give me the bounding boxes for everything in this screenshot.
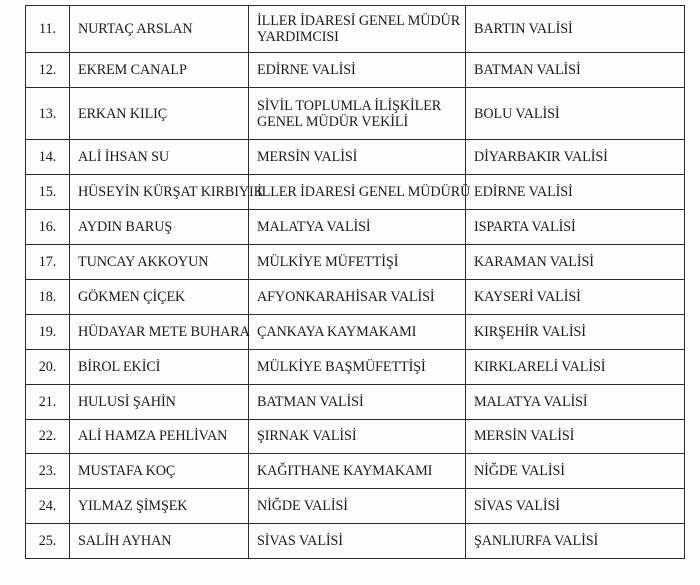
new-position: EDİRNE VALİSİ — [466, 175, 685, 210]
person-name: ERKAN KILIÇ — [70, 88, 249, 140]
table-row — [26, 88, 685, 140]
current-position: MÜLKİYE BAŞMÜFETTİŞİ — [249, 349, 466, 384]
current-position: EDİRNE VALİSİ — [249, 53, 466, 88]
table-row — [26, 210, 685, 245]
table-row — [26, 140, 685, 175]
person-name: GÖKMEN ÇİÇEK — [70, 280, 249, 315]
person-name: TUNCAY AKKOYUN — [70, 245, 249, 280]
row-number: 12. — [26, 53, 70, 88]
row-number: 19. — [26, 314, 70, 349]
new-position: KARAMAN VALİSİ — [466, 245, 685, 280]
row-number: 14. — [26, 140, 70, 175]
current-position: AFYONKARAHİSAR VALİSİ — [249, 280, 466, 315]
current-position: BATMAN VALİSİ — [249, 384, 466, 419]
table-row — [26, 524, 685, 559]
row-number: 18. — [26, 280, 70, 315]
row-number: 23. — [26, 454, 70, 489]
new-position: MERSİN VALİSİ — [466, 419, 685, 454]
person-name: HULUSİ ŞAHİN — [70, 384, 249, 419]
person-name: NURTAÇ ARSLAN — [70, 6, 249, 53]
person-name: MUSTAFA KOÇ — [70, 454, 249, 489]
appointments-table — [25, 5, 685, 559]
row-number: 11. — [26, 6, 70, 53]
current-position: KAĞITHANE KAYMAKAMI — [249, 454, 466, 489]
current-position: MERSİN VALİSİ — [249, 140, 466, 175]
current-position: NİĞDE VALİSİ — [249, 489, 466, 524]
new-position: BATMAN VALİSİ — [466, 53, 685, 88]
new-position: ISPARTA VALİSİ — [466, 210, 685, 245]
person-name: ALİ HAMZA PEHLİVAN — [70, 419, 249, 454]
new-position: ŞANLIURFA VALİSİ — [466, 524, 685, 559]
row-number: 13. — [26, 88, 70, 140]
person-name: ALİ İHSAN SU — [70, 140, 249, 175]
new-position: SİVAS VALİSİ — [466, 489, 685, 524]
person-name: AYDIN BARUŞ — [70, 210, 249, 245]
person-name: HÜSEYİN KÜRŞAT KIRBIYIK — [70, 175, 249, 210]
row-number: 22. — [26, 419, 70, 454]
new-position: KIRŞEHİR VALİSİ — [466, 314, 685, 349]
person-name: YILMAZ ŞİMŞEK — [70, 489, 249, 524]
row-number: 25. — [26, 524, 70, 559]
current-position: İLLER İDARESİ GENEL MÜDÜR YARDIMCISI — [249, 6, 466, 53]
table-row — [26, 349, 685, 384]
table-row — [26, 489, 685, 524]
current-position: ÇANKAYA KAYMAKAMI — [249, 314, 466, 349]
row-number: 15. — [26, 175, 70, 210]
table-row — [26, 314, 685, 349]
table-row — [26, 53, 685, 88]
person-name: BİROL EKİCİ — [70, 349, 249, 384]
person-name: EKREM CANALP — [70, 53, 249, 88]
row-number: 16. — [26, 210, 70, 245]
new-position: MALATYA VALİSİ — [466, 384, 685, 419]
row-number: 24. — [26, 489, 70, 524]
current-position: SİVAS VALİSİ — [249, 524, 466, 559]
new-position: KIRKLARELİ VALİSİ — [466, 349, 685, 384]
row-number: 17. — [26, 245, 70, 280]
row-number: 20. — [26, 349, 70, 384]
new-position: BARTIN VALİSİ — [466, 6, 685, 53]
table-row — [26, 245, 685, 280]
new-position: DİYARBAKIR VALİSİ — [466, 140, 685, 175]
table-row — [26, 175, 685, 210]
current-position: İLLER İDARESİ GENEL MÜDÜRÜ — [249, 175, 466, 210]
table-row — [26, 419, 685, 454]
person-name: SALİH AYHAN — [70, 524, 249, 559]
table-row — [26, 280, 685, 315]
row-number: 21. — [26, 384, 70, 419]
current-position: SİVİL TOPLUMLA İLİŞKİLER GENEL MÜDÜR VEKİLİ — [249, 88, 466, 140]
table-row — [26, 6, 685, 53]
person-name: HÜDAYAR METE BUHARA — [70, 314, 249, 349]
table-row — [26, 384, 685, 419]
new-position: NİĞDE VALİSİ — [466, 454, 685, 489]
table-row — [26, 454, 685, 489]
new-position: KAYSERİ VALİSİ — [466, 280, 685, 315]
new-position: BOLU VALİSİ — [466, 88, 685, 140]
current-position: MALATYA VALİSİ — [249, 210, 466, 245]
current-position: MÜLKİYE MÜFETTİŞİ — [249, 245, 466, 280]
current-position: ŞIRNAK VALİSİ — [249, 419, 466, 454]
